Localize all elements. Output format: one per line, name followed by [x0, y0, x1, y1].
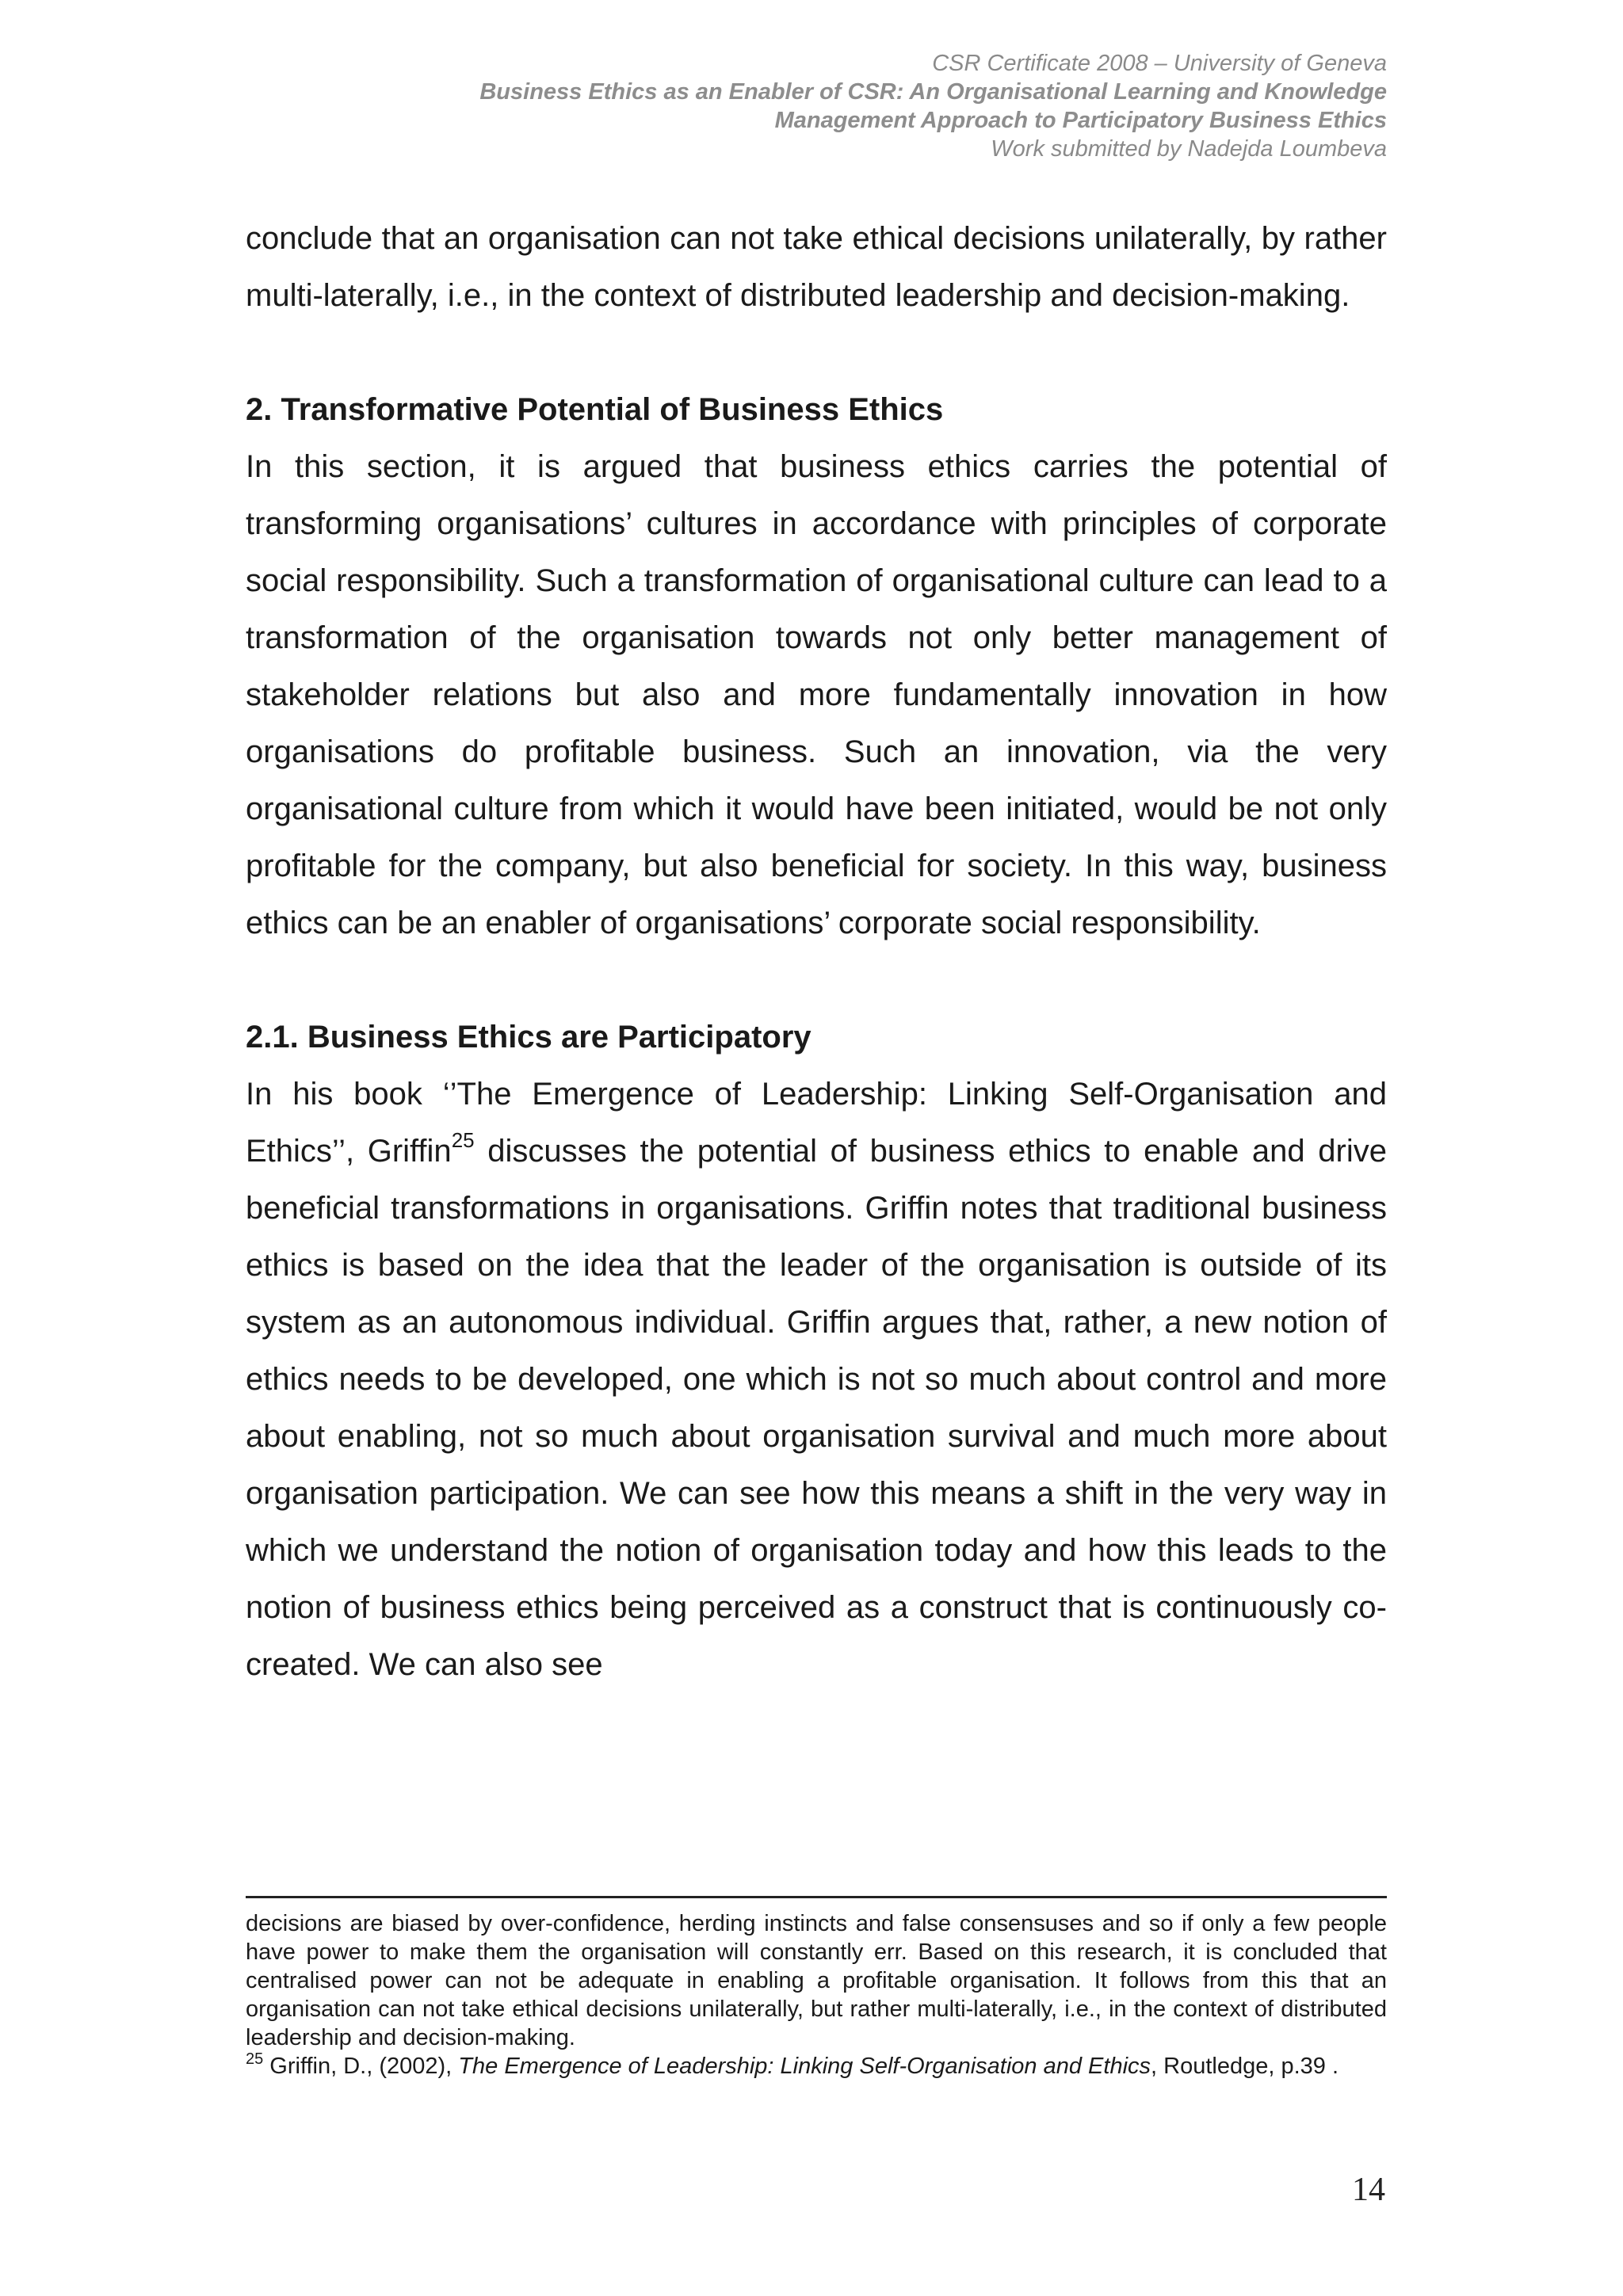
header-certificate-line: CSR Certificate 2008 – University of Geneva: [932, 51, 1387, 76]
footnote-separator: [246, 1896, 1387, 1898]
footnote-number-25: 25: [246, 2050, 264, 2068]
footnotes: [246, 1909, 1387, 2081]
page-number: 14: [1352, 2172, 1385, 2208]
running-header: [238, 49, 1387, 163]
header-title-line-1: Business Ethics as an Enabler of CSR: An Organisational Learning and Knowledge: [479, 79, 1387, 105]
section-2-1-heading: 2.1. Business Ethics are Participatory: [246, 1020, 812, 1055]
footnote-reference-25[interactable]: 25: [451, 1128, 475, 1152]
header-author-line: Work submitted by Nadejda Loumbeva: [991, 136, 1387, 162]
paragraph-text-start: In his book ‘’The Emergence of Leadership: Linking Self-Organisation and Ethics’’, Griffin: [246, 1077, 1387, 1169]
section-2-1-paragraph: [246, 1066, 1387, 1693]
footnote-25-text-start: Griffin, D., (2002),: [263, 2054, 459, 2079]
section-2-heading: 2. Transformative Potential of Business Ethics: [246, 392, 944, 427]
section-2-paragraph: In this section, it is argued that business ethics carries the potential of transforming organisations’ cultures in accordance with principles of corporate social responsibility. Such a transformation of organisational culture can lead to a transformation of the organisation towards not only better management of stakeholder relations but also and more fundamentally innovation in how organisations do profitable business. Such an innovation, via the very organisational culture from which it would have been initiated, would be not only profitable for the company, but also beneficial for society. In this way, business ethics can be an enabler of organisations’ corporate social responsibility.: [246, 449, 1387, 940]
header-title-line-2: Management Approach to Participatory Business Ethics: [774, 108, 1387, 133]
footnote-25: [246, 2052, 1387, 2081]
footnote-continued: decisions are biased by over-confidence, herding instincts and false consensuses and so if only a few people have power to make them the organisation will constantly err. Based on this research, it is concluded that centralised power can not be adequate in enabling a profitable organisation. It follows from this that an organisation can not take ethical decisions unilaterally, but rather multi-laterally, i.e., in the context of distributed leadership and decision-making.: [246, 1911, 1387, 2050]
footnote-25-text-end: , Routledge, p.39 .: [1151, 2054, 1339, 2079]
intro-paragraph: conclude that an organisation can not take ethical decisions unilaterally, by rather multi-laterally, i.e., in the context of distributed leadership and decision-making.: [246, 221, 1387, 313]
main-text: [246, 210, 1387, 1693]
paragraph-text-end: discusses the potential of business ethics to enable and drive beneficial transformations in organisations. Griffin notes that traditional business ethics is based on the idea that the leader of the organisation is outside of its system as an autonomous individual. Griffin argues that, rather, a new notion of ethics needs to be developed, one which is not so much about control and more about enabling, not so much about organisation survival and much more about organisation participation. We can see how this means a shift in the very way in which we understand the notion of organisation today and how this leads to the notion of business ethics being perceived as a construct that is continuously co-created. We can also see: [246, 1134, 1387, 1682]
footnote-25-book-title: The Emergence of Leadership: Linking Self-Organisation and Ethics: [458, 2054, 1151, 2079]
